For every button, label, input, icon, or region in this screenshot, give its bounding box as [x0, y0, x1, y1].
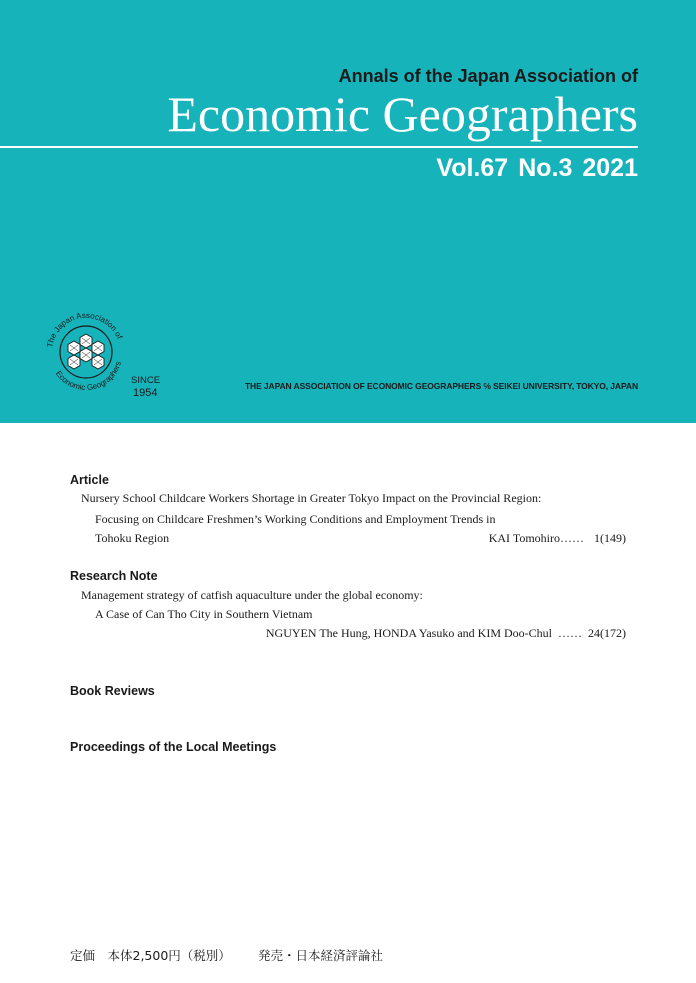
- issue-year: 2021: [582, 154, 638, 182]
- research-note-page: 24: [588, 626, 600, 640]
- research-note-leader: ……: [558, 626, 582, 640]
- logo-since-label: SINCE: [131, 375, 161, 386]
- logo-ring-text-top: The Japan Association of: [45, 310, 125, 349]
- article-page-total: (149): [600, 531, 626, 545]
- association-globe-logo-icon: [38, 304, 168, 404]
- research-note-authors: NGUYEN The Hung, HONDA Yasuko and KIM Doo-Chul: [265, 626, 552, 640]
- issue-number: No.3: [518, 154, 573, 182]
- section-heading-book-reviews[interactable]: Book Reviews: [70, 684, 155, 698]
- publisher-label: 発売・日本経済評論社: [258, 948, 384, 963]
- research-note-title-line-2[interactable]: A Case of Can Tho City in Southern Vietnam: [95, 607, 313, 621]
- journal-title: Economic Geographers: [167, 86, 638, 142]
- volume-number: Vol.67: [436, 154, 509, 182]
- svg-text:Economic Geographers: [54, 360, 123, 392]
- article-title-line-2[interactable]: Focusing on Childcare Freshmen’s Working Conditions and Employment Trends in: [95, 512, 496, 526]
- article-author: KAI Tomohiro: [488, 531, 560, 545]
- issue-info: [436, 154, 638, 183]
- section-heading-proceedings[interactable]: Proceedings of the Local Meetings: [70, 740, 277, 754]
- price-label: 定価 本体2,500円（税別）: [70, 948, 231, 963]
- article-title-line-3[interactable]: Tohoku Region: [95, 531, 170, 545]
- research-note-authors-page: [266, 626, 626, 641]
- section-heading-research-note: Research Note: [70, 569, 158, 583]
- logo-since-year: 1954: [133, 387, 158, 399]
- article-title-line-1[interactable]: Nursery School Childcare Workers Shortage in Greater Tokyo Impact on the Provincial Region:: [81, 491, 542, 505]
- journal-subtitle: Annals of the Japan Association of: [338, 66, 638, 86]
- research-note-title-line-1[interactable]: Management strategy of catfish aquaculture under the global economy:: [81, 588, 423, 602]
- section-heading-article: Article: [70, 473, 109, 487]
- article-author-page: [489, 531, 626, 546]
- article-leader: ……: [560, 531, 584, 545]
- research-note-page-total: (172): [600, 626, 626, 640]
- title-divider: [0, 146, 638, 148]
- association-address: THE JAPAN ASSOCIATION OF ECONOMIC GEOGRAPHERS ℅ SEIKEI UNIVERSITY, TOKYO, JAPAN: [244, 381, 638, 391]
- article-page: 1: [594, 531, 600, 545]
- logo-ring-text-bottom: Economic Geographers: [53, 360, 123, 393]
